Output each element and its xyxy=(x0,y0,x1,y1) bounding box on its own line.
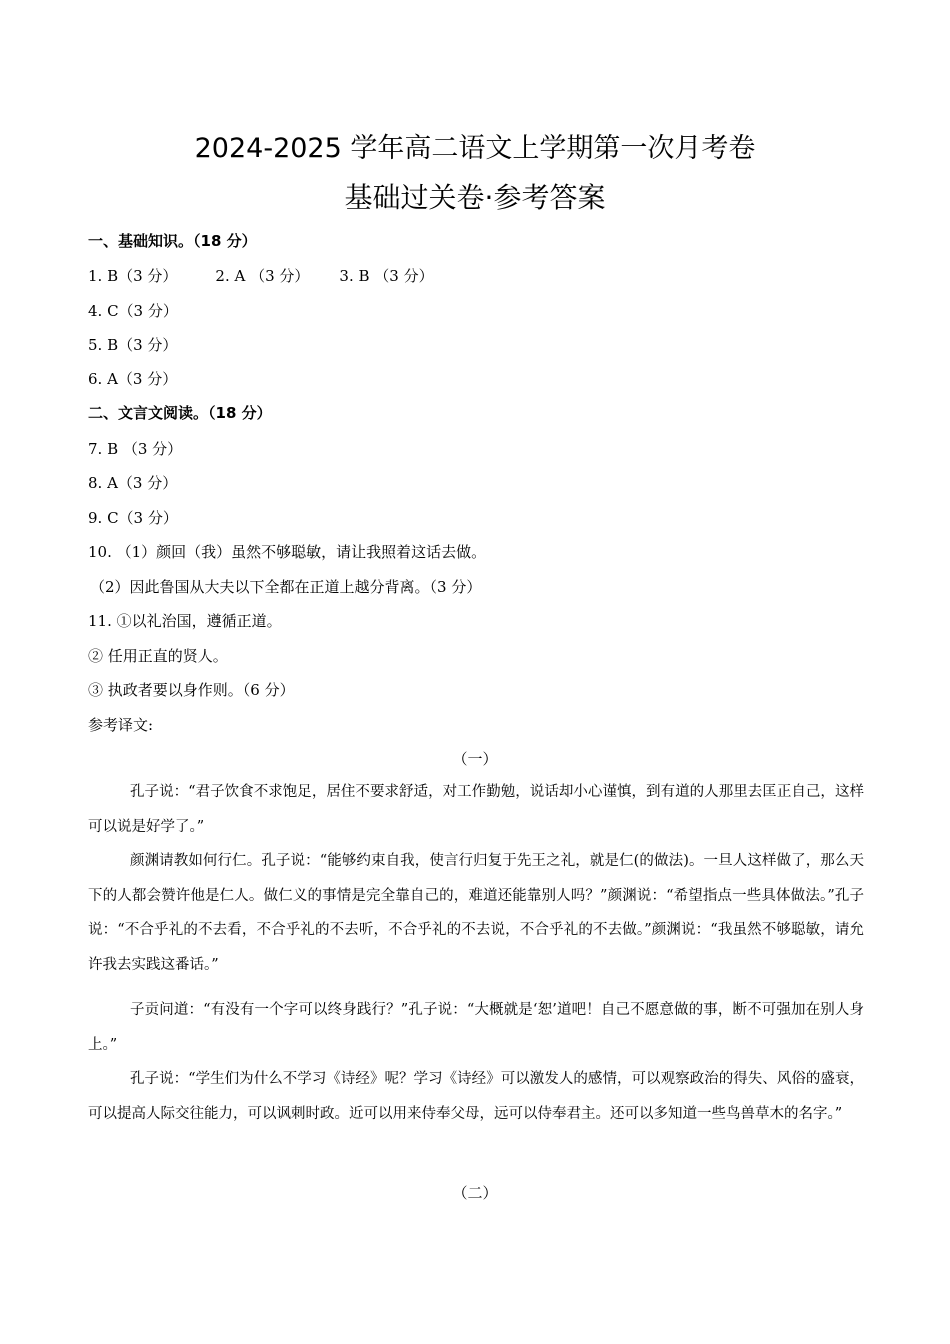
answer-10-part2: （2）因此鲁国从大夫以下全都在正道上越分背离。（3 分） xyxy=(90,578,482,596)
answer-9: 9. C（3 分） xyxy=(88,509,178,527)
answer-7: 7. B （3 分） xyxy=(88,440,183,458)
translation-label: 参考译文: xyxy=(88,716,154,734)
section-heading-basic: 一、基础知识。（18 分） xyxy=(88,232,257,250)
section-heading-classical: 二、文言文阅读。（18 分） xyxy=(88,404,272,422)
answer-8: 8. A（3 分） xyxy=(88,474,178,492)
translation-paragraph: 颜渊请教如何行仁。孔子说：“能够约束自我，使言行归复于先王之礼，就是仁(的做法)。一旦人这样做了，那么天下的人都会赞许他是仁人。做仁义的事情是完全靠自己的，难道还能靠别人吗？”颜渊说：“希望指点一些具体做法。”孔子说：“不合乎礼的不去看，不合乎礼的不去听，不合乎礼的不去说，不合乎礼的不去做。”颜渊说：“我虽然不够聪敏，请允许我去实践这番话。” xyxy=(88,853,864,973)
translation-paragraph: 孔子说：“君子饮食不求饱足，居住不要求舒适，对工作勤勉，说话却小心谨慎，到有道的人那里去匡正自己，这样可以说是好学了。” xyxy=(88,784,864,835)
answer-11-point1: 11. ①以礼治国，遵循正道。 xyxy=(88,612,282,630)
translation-paragraph: 孔子说：“学生们为什么不学习《诗经》呢？学习《诗经》可以激发人的感情，可以观察政治的得失、风俗的盛衰，可以提高人际交往能力，可以讽刺时政。近可以用来侍奉父母，远可以侍奉君主。还可以多知道一些鸟兽草木的名字。” xyxy=(88,1071,864,1122)
translation-part1-heading: （一） xyxy=(452,750,498,768)
page-subtitle: 基础过关卷·参考答案 xyxy=(344,181,606,214)
answer-2: 2. A （3 分） xyxy=(215,267,310,285)
page-title: 2024-2025 学年高二语文上学期第一次月考卷 xyxy=(194,133,756,164)
answer-row-1-3 xyxy=(88,265,434,286)
answer-11-point3: ③ 执政者要以身作则。（6 分） xyxy=(88,681,295,699)
answer-10-part1: 10. （1）颜回（我）虽然不够聪敏，请让我照着这话去做。 xyxy=(88,543,487,561)
translation-part2-heading: （二） xyxy=(452,1184,498,1202)
answer-11-point2: ② 任用正直的贤人。 xyxy=(88,647,228,665)
answer-5: 5. B（3 分） xyxy=(88,336,178,354)
answer-4: 4. C（3 分） xyxy=(88,302,178,320)
translation-paragraph: 子贡问道：“有没有一个字可以终身践行？”孔子说：“大概就是‘恕’道吧！自己不愿意做的事，断不可强加在别人身上。” xyxy=(88,1002,864,1053)
answer-3: 3. B （3 分） xyxy=(339,267,434,285)
answer-6: 6. A（3 分） xyxy=(88,370,178,388)
answer-1: 1. B（3 分） xyxy=(88,267,178,285)
